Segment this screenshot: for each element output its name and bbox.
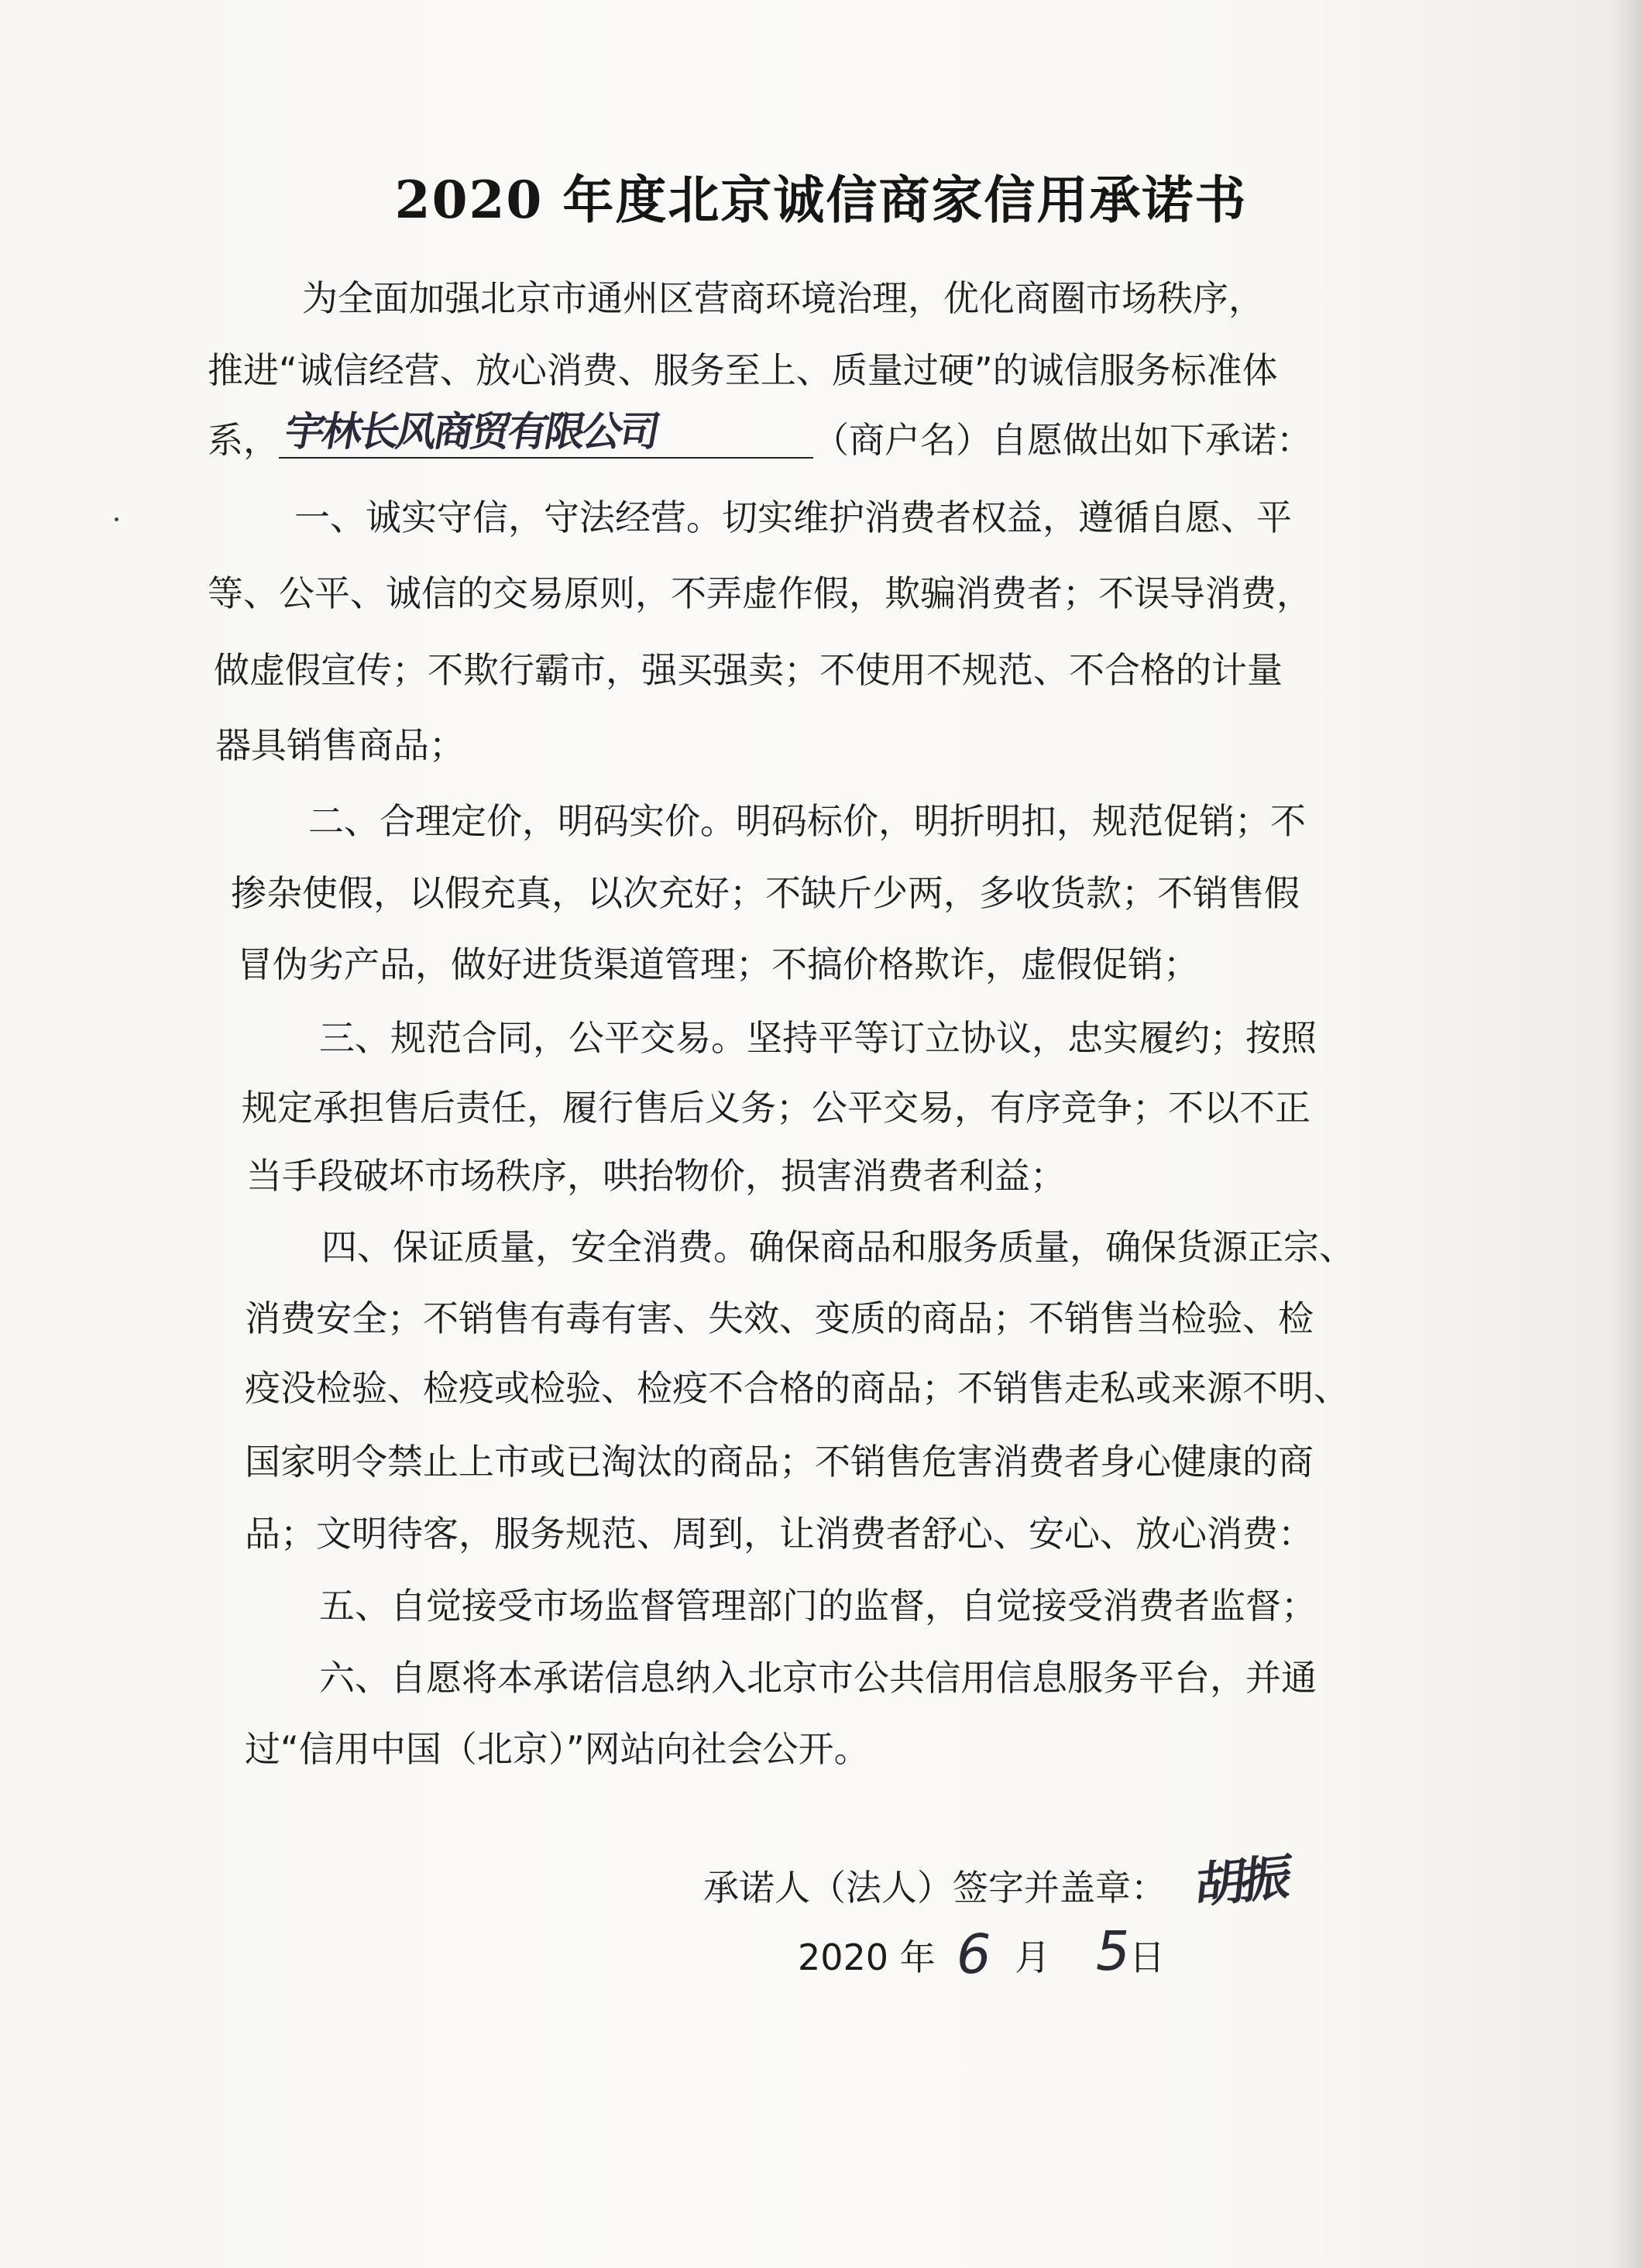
signature-label: 承诺人（法人）签字并盖章： bbox=[703, 1867, 1166, 1909]
clause-5-line-1: 五、自觉接受市场监督管理部门的监督，自觉接受消费者监督； bbox=[319, 1585, 1317, 1627]
date-day-handwriting: 5 bbox=[1090, 1919, 1136, 1983]
intro-line-1: 为全面加强北京市通州区营商环境治理，优化商圈市场秩序， bbox=[302, 277, 1264, 319]
date-month-label: 月 bbox=[1015, 1936, 1050, 1978]
clause-1-line-2: 等、公平、诚信的交易原则，不弄虚作假，欺骗消费者；不误导消费， bbox=[208, 572, 1312, 614]
date-day-label: 日 bbox=[1129, 1936, 1165, 1978]
date-year: 2020 年 bbox=[798, 1936, 936, 1978]
intro-line-3 bbox=[208, 409, 1312, 463]
clause-4-line-1: 四、保证质量，安全消费。确保商品和服务质量，确保货源正宗、 bbox=[321, 1226, 1355, 1268]
paper-shadow-edge bbox=[1611, 0, 1642, 2268]
merchant-name-field bbox=[279, 409, 813, 459]
merchant-name-handwriting: 宇林长风商贸有限公司 bbox=[280, 409, 661, 455]
clause-3-line-1: 三、规范合同，公平交易。坚持平等订立协议，忠实履约；按照 bbox=[319, 1017, 1317, 1059]
clause-4-line-5: 品；文明待客，服务规范、周到，让消费者舒心、安心、放心消费： bbox=[245, 1513, 1314, 1555]
clause-2-line-2: 掺杂使假，以假充真，以次充好；不缺斤少两，多收货款；不销售假 bbox=[231, 872, 1300, 914]
clause-4-line-3: 疫没检验、检疫或检验、检疫不合格的商品；不销售走私或来源不明、 bbox=[245, 1367, 1349, 1409]
intro-line-3-suffix: （商户名）自愿做出如下承诺： bbox=[813, 419, 1312, 461]
date-month-handwriting: 6 bbox=[950, 1923, 997, 1986]
intro-line-2: 推进“诚信经营、放心消费、服务至上、质量过硬”的诚信服务标准体 bbox=[208, 349, 1278, 391]
clause-3-line-3: 当手段破坏市场秩序，哄抬物价，损害消费者利益； bbox=[246, 1155, 1066, 1197]
intro-line-3-prefix: 系， bbox=[208, 419, 279, 461]
clause-2-line-1: 二、合理定价，明码实价。明码标价，明折明扣，规范促销；不 bbox=[308, 800, 1306, 842]
ink-speck bbox=[115, 517, 119, 521]
clause-4-line-4: 国家明令禁止上市或已淘汰的商品；不销售危害消费者身心健康的商 bbox=[245, 1441, 1314, 1483]
clause-4-line-2: 消费安全；不销售有毒有害、失效、变质的商品；不销售当检验、检 bbox=[245, 1297, 1314, 1339]
clause-1-line-3: 做虚假宣传；不欺行霸市，强买强卖；不使用不规范、不合格的计量 bbox=[214, 649, 1283, 691]
clause-1-line-1: 一、诚实守信，守法经营。切实维护消费者权益，遵循自愿、平 bbox=[294, 497, 1292, 538]
clause-1-line-4: 器具销售商品； bbox=[215, 724, 465, 766]
signature-handwriting: 胡振 bbox=[1192, 1849, 1290, 1916]
clause-3-line-2: 规定承担售后责任，履行售后义务；公平交易，有序竞争；不以不正 bbox=[242, 1087, 1311, 1129]
clause-2-line-3: 冒伪劣产品，做好进货渠道管理；不搞价格欺诈，虚假促销； bbox=[237, 943, 1199, 985]
document-title: 2020 年度北京诚信商家信用承诺书 bbox=[394, 170, 1248, 230]
clause-6-line-2: 过“信用中国（北京）”网站向社会公开。 bbox=[245, 1728, 870, 1770]
clause-6-line-1: 六、自愿将本承诺信息纳入北京市公共信用信息服务平台，并通 bbox=[319, 1657, 1317, 1699]
